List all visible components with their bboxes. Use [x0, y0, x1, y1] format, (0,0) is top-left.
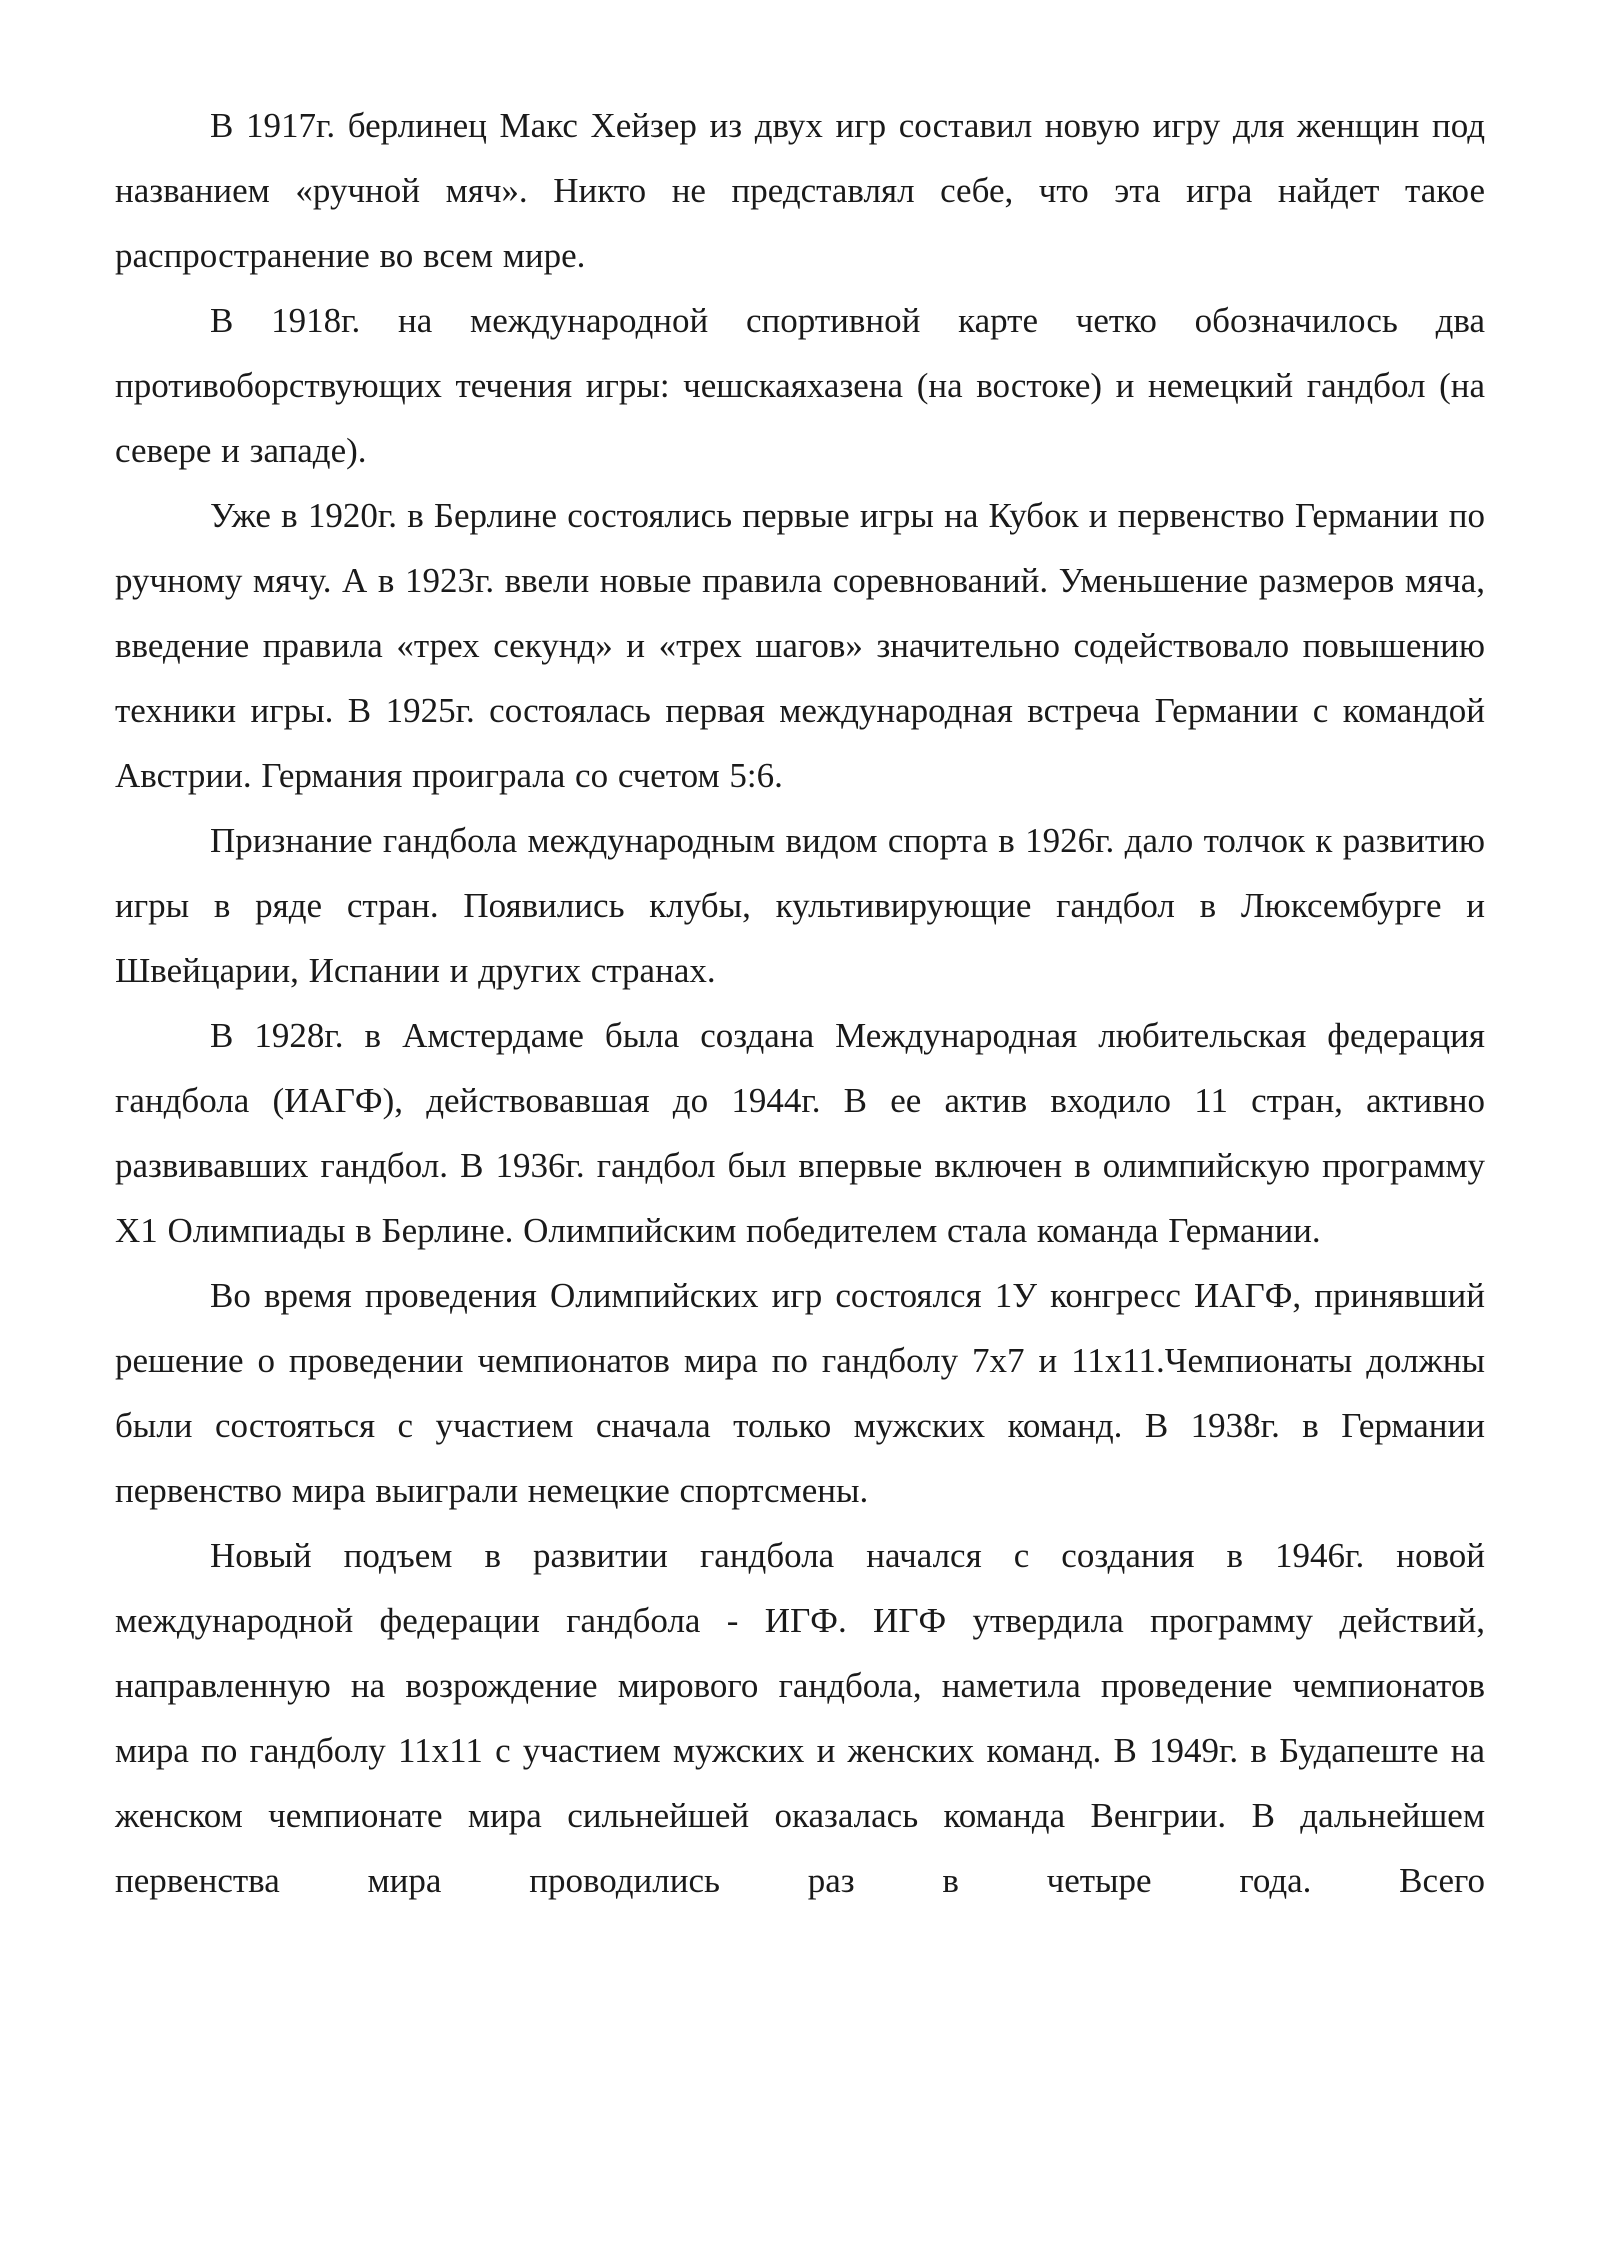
- paragraph-1926: Признание гандбола международным видом спорта в 1926г. дало толчок к развитию игры в ряде стран. Появились клубы, культивирующие гандбол в Люксембурге и Швейцарии, Испании и других странах.: [115, 821, 1485, 990]
- paragraph-1928: В 1928г. в Амстердаме была создана Международная любительская федерация гандбола (ИАГФ), действовавшая до 1944г. В ее актив входило 11 стран, активно развивавших гандбол. В 1936г. гандбол был впервые включен в олимпийскую программу Х1 Олимпиады в Берлине. Олимпийским победителем стала команда Германии.: [115, 1016, 1485, 1250]
- paragraph-1946: Новый подъем в развитии гандбола начался с создания в 1946г. новой международной федерации гандбола - ИГФ. ИГФ утвердила программу действий, направленную на возрождение мирового гандбола, наметила проведение чемпионатов мира по гандболу 11х11 с участием мужских и женских команд. В 1949г. в Будапеште на женском чемпионате мира сильнейшей оказалась команда Венгрии. В дальнейшем первенства мира проводились раз в четыре года. Всего: [115, 1536, 1485, 1900]
- paragraph-1920: Уже в 1920г. в Берлине состоялись первые игры на Кубок и первенство Германии по ручному мячу. А в 1923г. ввели новые правила соревнований. Уменьшение размеров мяча, введение правила «трех секунд» и «трех шагов» значительно содействовало повышению техники игры. В 1925г. состоялась первая международная встреча Германии с командой Австрии. Германия проиграла со счетом 5:6.: [115, 496, 1485, 795]
- paragraph-1918: В 1918г. на международной спортивной карте четко обозначилось два противоборствующих течения игры: чешскаяхазена (на востоке) и немецкий гандбол (на севере и западе).: [115, 301, 1485, 470]
- paragraph-congress: Во время проведения Олимпийских игр состоялся 1У конгресс ИАГФ, принявший решение о проведении чемпионатов мира по гандболу 7х7 и 11х11.Чемпионаты должны были состояться с участием сначала только мужских команд. В 1938г. в Германии первенство мира выиграли немецкие спортсмены.: [115, 1276, 1485, 1510]
- document-body: [115, 93, 1485, 1913]
- paragraph-1917: В 1917г. берлинец Макс Хейзер из двух игр составил новую игру для женщин под названием «ручной мяч». Никто не представлял себе, что эта игра найдет такое распространение во всем мире.: [115, 106, 1485, 275]
